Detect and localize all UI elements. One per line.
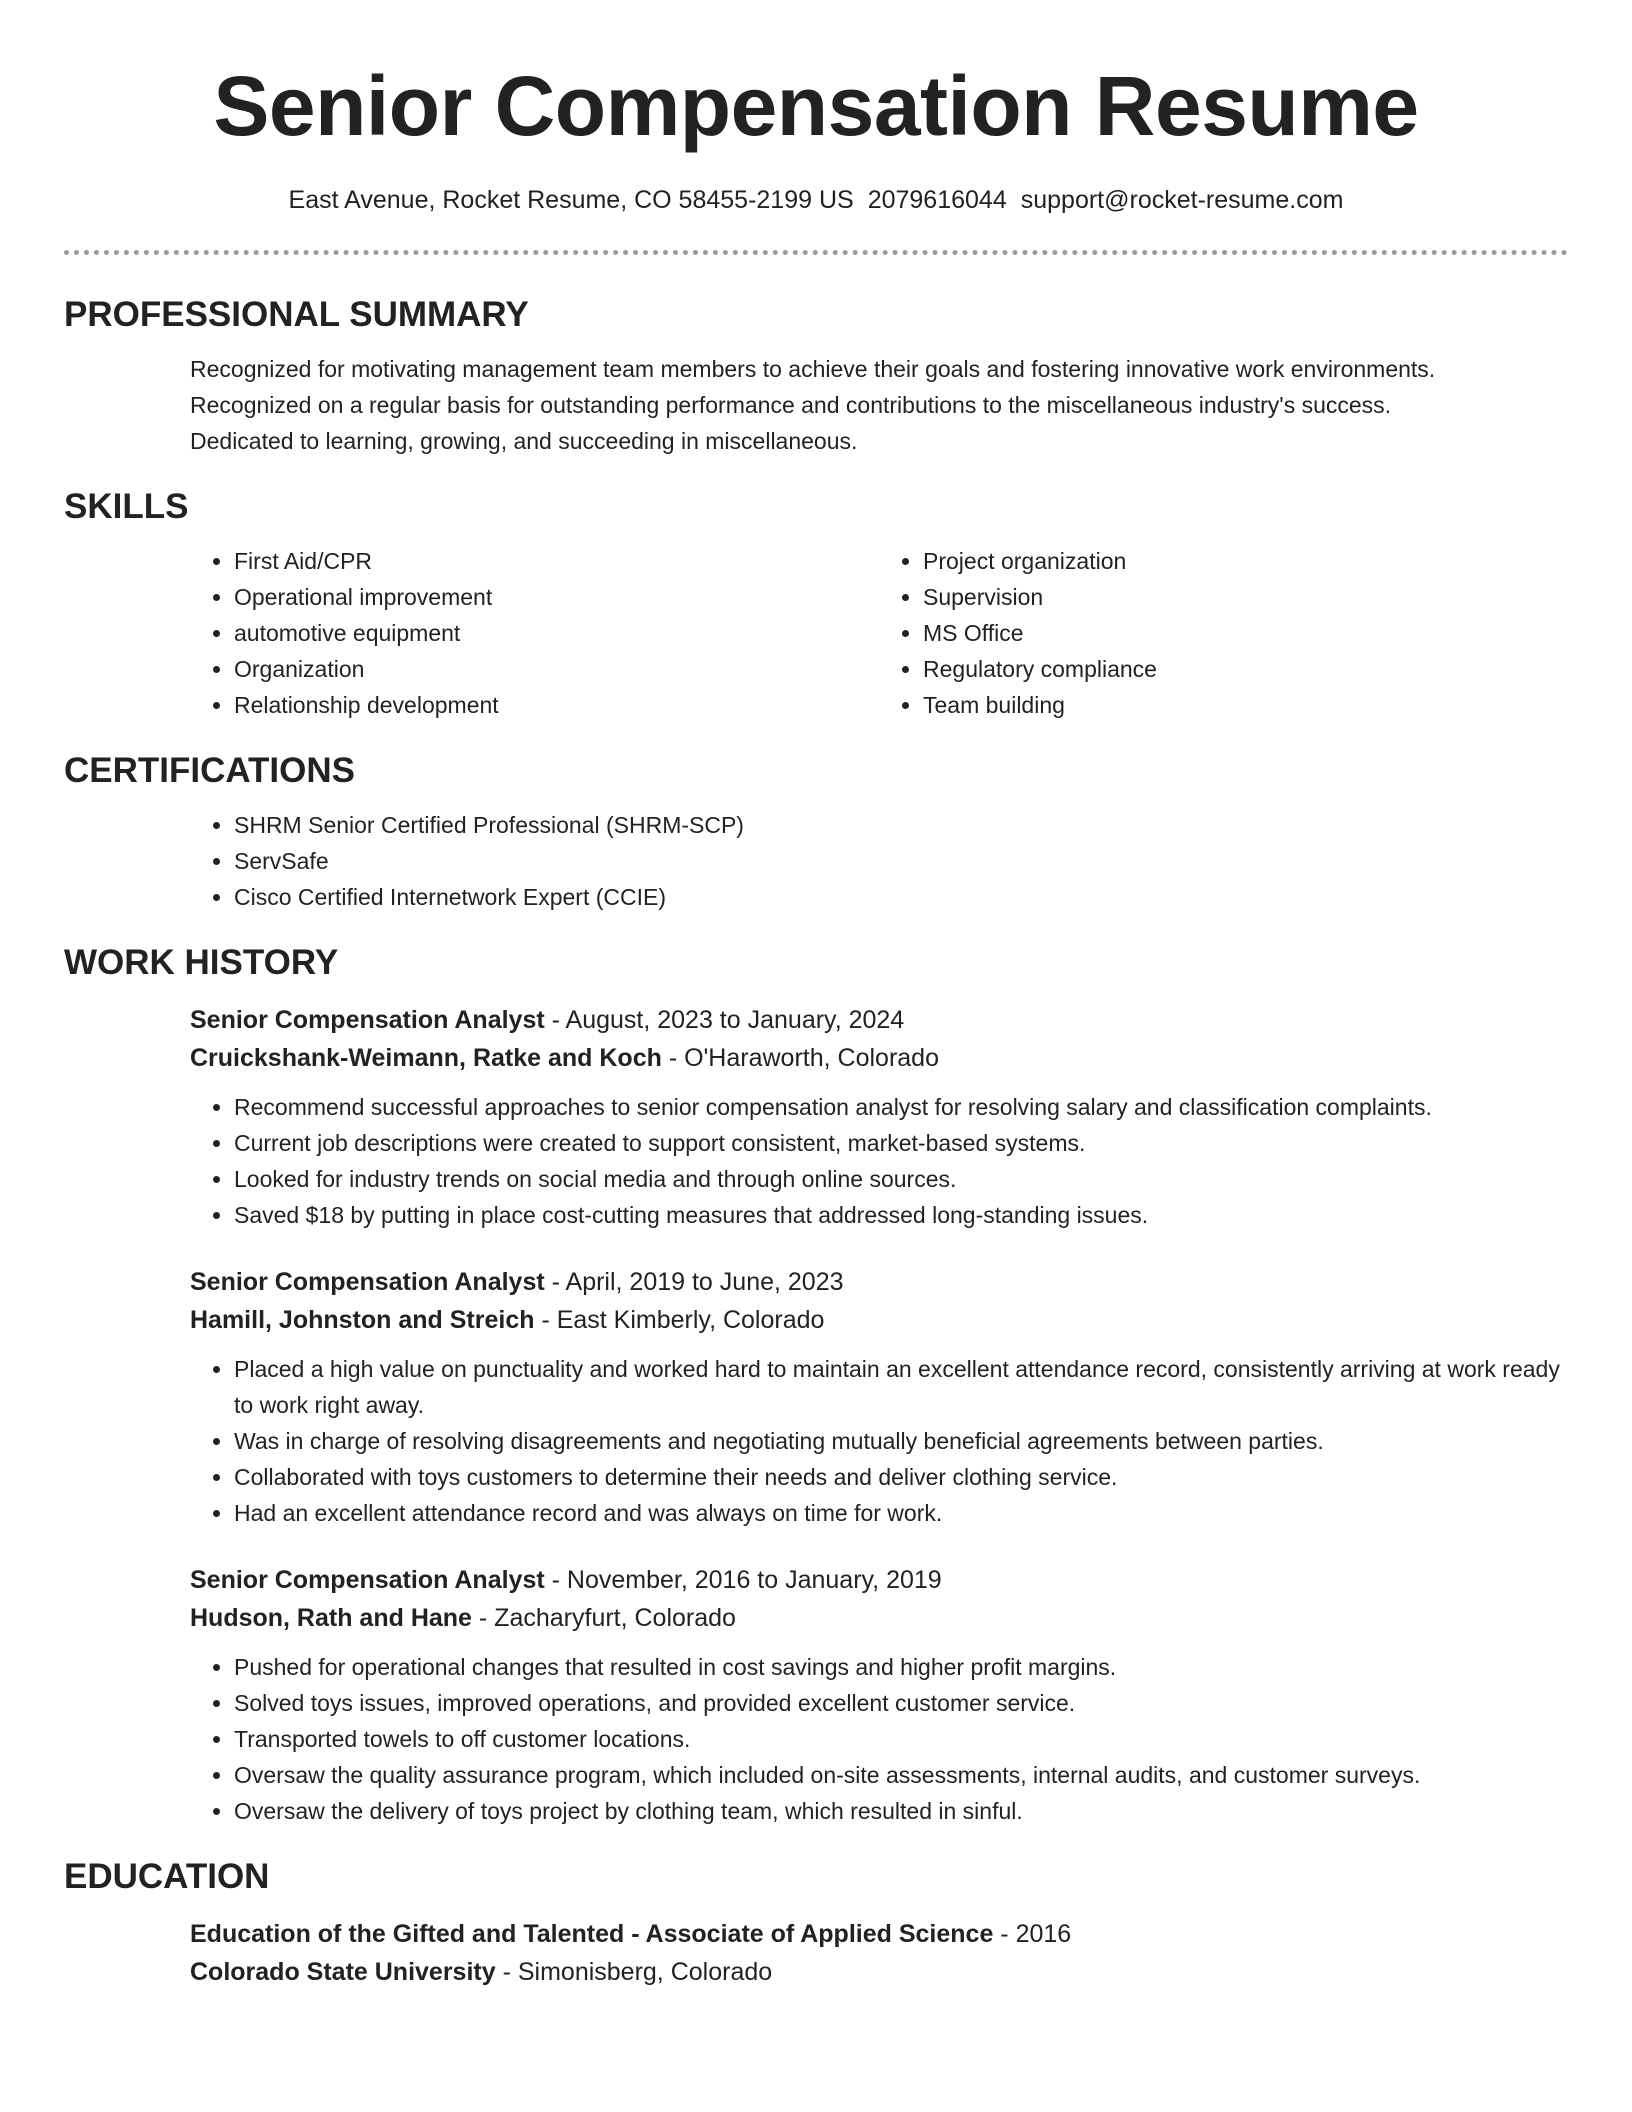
contact-phone: 2079616044: [867, 186, 1007, 214]
job-bullet: • Transported towels to off customer locations.: [234, 1721, 1568, 1757]
summary-line: Recognized for motivating management team members to achieve their goals and fostering innovative work environments.: [190, 356, 1436, 382]
job-entry: [190, 1263, 1568, 1531]
job-role: Senior Compensation Analyst: [190, 1268, 545, 1296]
education-location: - Simonisberg, Colorado: [495, 1958, 773, 1986]
job-company: Cruickshank-Weimann, Ratke and Koch: [190, 1044, 662, 1072]
certification-item: • ServSafe: [234, 843, 1568, 879]
education-degree-line: [190, 1915, 1568, 1953]
education-school: Colorado State University: [190, 1958, 496, 1986]
job-company-line: [190, 1039, 1568, 1077]
job-title-line: [190, 1263, 1568, 1301]
work-history-heading: WORK HISTORY: [64, 943, 339, 982]
contact-email: support@rocket-resume.com: [1020, 186, 1344, 214]
summary-text: [190, 351, 1568, 459]
education-heading: EDUCATION: [64, 1857, 270, 1896]
skill-item: • MS Office: [923, 615, 1568, 651]
skills-list-right: [879, 543, 1568, 723]
skill-item: • Organization: [234, 651, 879, 687]
job-bullet: • Oversaw the delivery of toys project by clothing team, which resulted in sinful.: [234, 1793, 1568, 1829]
job-bullets: [190, 1089, 1568, 1233]
job-title-line: [190, 1561, 1568, 1599]
summary-line: Dedicated to learning, growing, and succeeding in miscellaneous.: [190, 428, 858, 454]
job-dates: - August, 2023 to January, 2024: [544, 1006, 905, 1034]
job-dates: - November, 2016 to January, 2019: [544, 1566, 942, 1594]
job-location: - East Kimberly, Colorado: [534, 1306, 825, 1334]
skills-section: [64, 485, 1568, 723]
job-bullet: • Recommend successful approaches to senior compensation analyst for resolving salary and classification complaints.: [234, 1089, 1568, 1125]
header-divider: [64, 250, 1568, 255]
job-bullet: • Current job descriptions were created to support consistent, market-based systems.: [234, 1125, 1568, 1161]
contact-line: [0, 184, 1632, 216]
skill-item: • Operational improvement: [234, 579, 879, 615]
skills-heading: SKILLS: [64, 487, 189, 526]
job-title-line: [190, 1001, 1568, 1039]
job-company: Hudson, Rath and Hane: [190, 1604, 472, 1632]
job-bullet: • Had an excellent attendance record and was always on time for work.: [234, 1495, 1568, 1531]
certifications-section: [64, 749, 1568, 915]
skill-item: • Regulatory compliance: [923, 651, 1568, 687]
job-entry: [190, 1001, 1568, 1233]
job-bullets: [190, 1351, 1568, 1531]
job-bullet: • Was in charge of resolving disagreements and negotiating mutually beneficial agreements between parties.: [234, 1423, 1568, 1459]
skill-item: • automotive equipment: [234, 615, 879, 651]
job-dates: - April, 2019 to June, 2023: [544, 1268, 844, 1296]
summary-section: [64, 293, 1568, 459]
contact-address: East Avenue, Rocket Resume, CO 58455-2199 US: [288, 186, 854, 214]
job-company: Hamill, Johnston and Streich: [190, 1306, 535, 1334]
job-bullet: • Collaborated with toys customers to determine their needs and deliver clothing service.: [234, 1459, 1568, 1495]
skill-item: • Project organization: [923, 543, 1568, 579]
work-history-section: [64, 941, 1568, 1829]
certification-item: • Cisco Certified Internetwork Expert (CCIE): [234, 879, 1568, 915]
skills-list-left: [190, 543, 879, 723]
job-role: Senior Compensation Analyst: [190, 1566, 545, 1594]
job-bullet: • Saved $18 by putting in place cost-cutting measures that addressed long-standing issues.: [234, 1197, 1568, 1233]
education-school-line: [190, 1953, 1568, 1991]
certifications-heading: CERTIFICATIONS: [64, 751, 356, 790]
job-company-line: [190, 1301, 1568, 1339]
skill-item: • Team building: [923, 687, 1568, 723]
job-entry: [190, 1561, 1568, 1829]
education-body: [190, 1915, 1568, 1991]
summary-heading: PROFESSIONAL SUMMARY: [64, 295, 529, 334]
job-bullet: • Pushed for operational changes that resulted in cost savings and higher profit margins.: [234, 1649, 1568, 1685]
summary-line: Recognized on a regular basis for outstanding performance and contributions to the miscellaneous industry's success.: [190, 392, 1392, 418]
certification-item: • SHRM Senior Certified Professional (SHRM-SCP): [234, 807, 1568, 843]
certifications-list: [190, 807, 1568, 915]
skill-item: • Relationship development: [234, 687, 879, 723]
job-bullet: • Placed a high value on punctuality and worked hard to maintain an excellent attendance record, consistently arriving at work ready to work right away.: [234, 1351, 1568, 1423]
job-bullet: • Looked for industry trends on social media and through online sources.: [234, 1161, 1568, 1197]
job-bullet: • Solved toys issues, improved operations, and provided excellent customer service.: [234, 1685, 1568, 1721]
work-history-body: [190, 1001, 1568, 1829]
skill-item: • Supervision: [923, 579, 1568, 615]
education-year: - 2016: [993, 1920, 1072, 1948]
skill-item: • First Aid/CPR: [234, 543, 879, 579]
resume-title: Senior Compensation Resume: [213, 59, 1419, 153]
job-role: Senior Compensation Analyst: [190, 1006, 545, 1034]
job-bullets: [190, 1649, 1568, 1829]
certifications-body: [190, 807, 1568, 915]
job-company-line: [190, 1599, 1568, 1637]
education-degree: Education of the Gifted and Talented - Associate of Applied Science: [190, 1920, 994, 1948]
job-location: - O'Haraworth, Colorado: [661, 1044, 939, 1072]
job-location: - Zacharyfurt, Colorado: [471, 1604, 736, 1632]
job-bullet: • Oversaw the quality assurance program, which included on-site assessments, internal audits, and customer surveys.: [234, 1757, 1568, 1793]
skills-columns: [190, 543, 1568, 723]
education-section: [64, 1855, 1568, 1991]
